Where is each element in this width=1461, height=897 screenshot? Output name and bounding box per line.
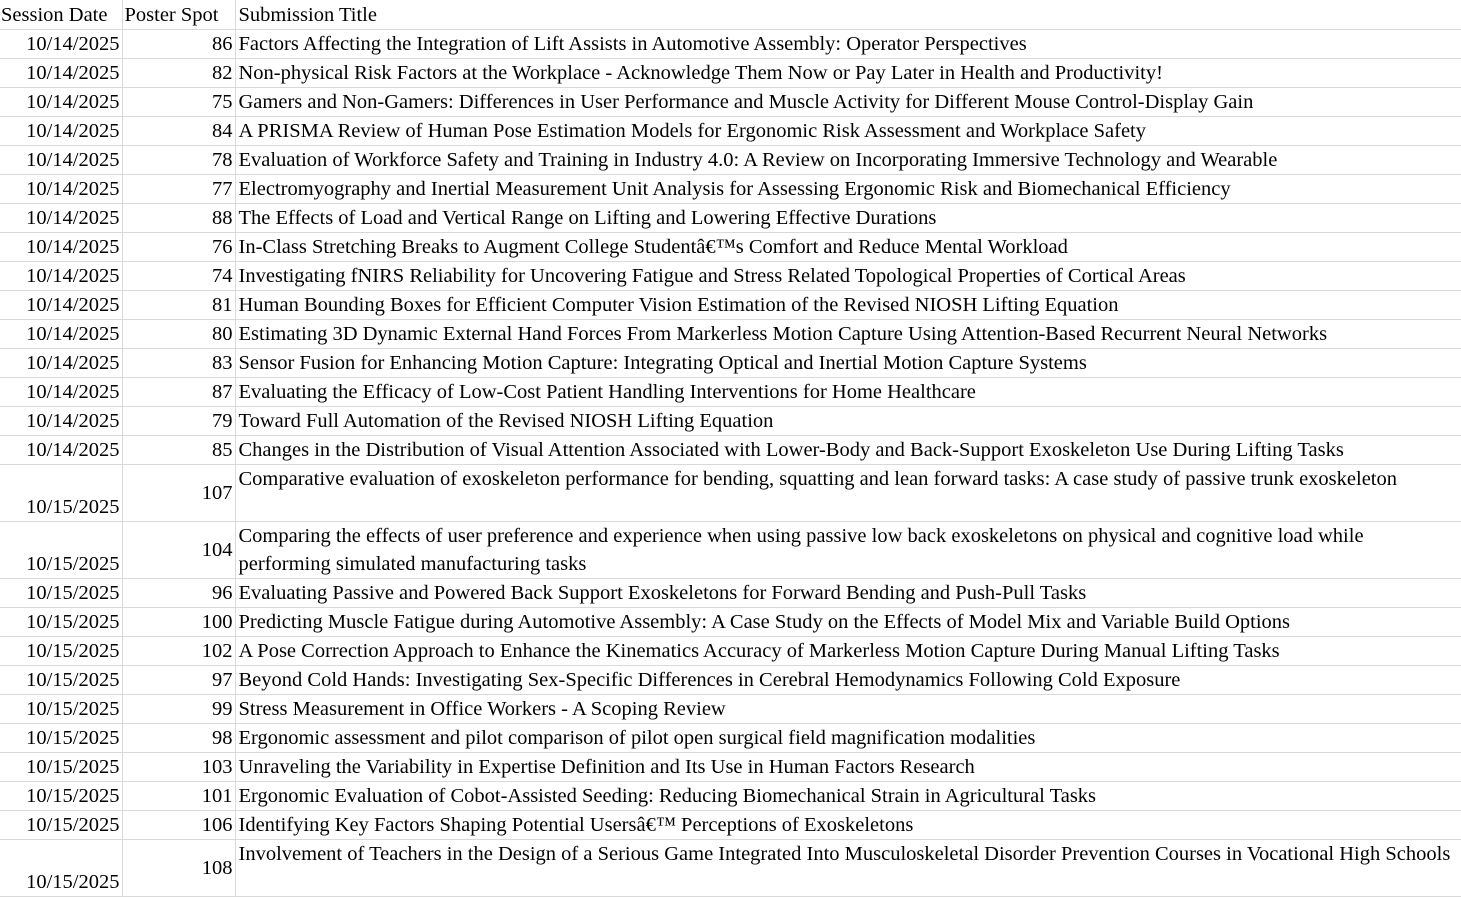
session-date-cell[interactable]: 10/14/2025 [0,406,122,435]
poster-spot-cell[interactable]: 80 [122,319,235,348]
session-date-cell[interactable]: 10/14/2025 [0,377,122,406]
table-row [0,145,1461,174]
table-row [0,839,1461,896]
poster-spot-cell[interactable]: 98 [122,723,235,752]
submission-title-cell[interactable]: Human Bounding Boxes for Efficient Computer Vision Estimation of the Revised NIOSH Lifting Equation [235,290,1461,319]
poster-spot-cell[interactable]: 104 [122,521,235,578]
submission-title-cell[interactable]: Stress Measurement in Office Workers - A Scoping Review [235,694,1461,723]
submission-title-cell[interactable]: Identifying Key Factors Shaping Potential Usersâ€™ Perceptions of Exoskeletons [235,810,1461,839]
submission-title-cell[interactable]: Comparative evaluation of exoskeleton performance for bending, squatting and lean forward tasks: A case study of passive trunk exoskeleton [235,464,1461,521]
session-date-cell[interactable]: 10/15/2025 [0,723,122,752]
poster-spot-cell[interactable]: 87 [122,377,235,406]
table-row [0,232,1461,261]
session-date-cell[interactable]: 10/15/2025 [0,464,122,521]
session-date-cell[interactable]: 10/14/2025 [0,232,122,261]
poster-spot-cell[interactable]: 75 [122,87,235,116]
submission-title-cell[interactable]: Evaluating the Efficacy of Low-Cost Patient Handling Interventions for Home Healthcare [235,377,1461,406]
header-session-date[interactable]: Session Date [0,0,122,29]
poster-spot-cell[interactable]: 96 [122,578,235,607]
session-date-cell[interactable]: 10/15/2025 [0,636,122,665]
poster-spot-cell[interactable]: 82 [122,58,235,87]
poster-spot-cell[interactable]: 79 [122,406,235,435]
submission-title-cell[interactable]: Evaluating Passive and Powered Back Support Exoskeletons for Forward Bending and Push-Pull Tasks [235,578,1461,607]
poster-spot-cell[interactable]: 103 [122,752,235,781]
session-date-cell[interactable]: 10/14/2025 [0,319,122,348]
session-date-cell[interactable]: 10/15/2025 [0,752,122,781]
poster-spot-cell[interactable]: 74 [122,261,235,290]
poster-spot-cell[interactable]: 77 [122,174,235,203]
table-row [0,607,1461,636]
submission-title-cell[interactable]: Comparing the effects of user preference and experience when using passive low back exoskeletons on physical and cognitive load while performing simulated manufacturing tasks [235,521,1461,578]
session-date-cell[interactable]: 10/14/2025 [0,174,122,203]
submission-title-cell[interactable]: A Pose Correction Approach to Enhance the Kinematics Accuracy of Markerless Motion Capture During Manual Lifting Tasks [235,636,1461,665]
session-date-cell[interactable]: 10/14/2025 [0,116,122,145]
submission-title-cell[interactable]: Unraveling the Variability in Expertise Definition and Its Use in Human Factors Research [235,752,1461,781]
submission-title-cell[interactable]: Estimating 3D Dynamic External Hand Forces From Markerless Motion Capture Using Attention-Based Recurrent Neural Networks [235,319,1461,348]
poster-spot-cell[interactable]: 99 [122,694,235,723]
session-date-cell[interactable]: 10/14/2025 [0,203,122,232]
table-row [0,87,1461,116]
poster-spot-cell[interactable]: 85 [122,435,235,464]
poster-spot-cell[interactable]: 76 [122,232,235,261]
submission-title-cell[interactable]: Non-physical Risk Factors at the Workplace - Acknowledge Them Now or Pay Later in Health and Productivity! [235,58,1461,87]
table-row [0,290,1461,319]
session-date-cell[interactable]: 10/15/2025 [0,607,122,636]
table-row [0,203,1461,232]
poster-spot-cell[interactable]: 88 [122,203,235,232]
session-date-cell[interactable]: 10/15/2025 [0,839,122,896]
poster-spot-cell[interactable]: 102 [122,636,235,665]
poster-spot-cell[interactable]: 108 [122,839,235,896]
poster-spot-cell[interactable]: 83 [122,348,235,377]
session-date-cell[interactable]: 10/15/2025 [0,578,122,607]
submission-title-cell[interactable]: Ergonomic assessment and pilot comparison of pilot open surgical field magnification modalities [235,723,1461,752]
table-row [0,319,1461,348]
poster-spot-cell[interactable]: 101 [122,781,235,810]
header-poster-spot[interactable]: Poster Spot [122,0,235,29]
poster-spot-cell[interactable]: 84 [122,116,235,145]
submission-title-cell[interactable]: Beyond Cold Hands: Investigating Sex-Specific Differences in Cerebral Hemodynamics Following Cold Exposure [235,665,1461,694]
table-row [0,435,1461,464]
table-row [0,58,1461,87]
submission-title-cell[interactable]: Evaluation of Workforce Safety and Training in Industry 4.0: A Review on Incorporating Immersive Technology and Wearable [235,145,1461,174]
session-date-cell[interactable]: 10/15/2025 [0,665,122,694]
session-date-cell[interactable]: 10/14/2025 [0,435,122,464]
poster-spot-cell[interactable]: 81 [122,290,235,319]
session-date-cell[interactable]: 10/15/2025 [0,521,122,578]
table-row [0,521,1461,578]
submission-title-cell[interactable]: Sensor Fusion for Enhancing Motion Capture: Integrating Optical and Inertial Motion Capture Systems [235,348,1461,377]
submission-title-cell[interactable]: Gamers and Non-Gamers: Differences in User Performance and Muscle Activity for Different Mouse Control-Display Gain [235,87,1461,116]
session-date-cell[interactable]: 10/14/2025 [0,290,122,319]
table-row [0,723,1461,752]
poster-spot-cell[interactable]: 78 [122,145,235,174]
submission-title-cell[interactable]: The Effects of Load and Vertical Range on Lifting and Lowering Effective Durations [235,203,1461,232]
session-date-cell[interactable]: 10/14/2025 [0,348,122,377]
submission-title-cell[interactable]: Toward Full Automation of the Revised NIOSH Lifting Equation [235,406,1461,435]
table-row [0,406,1461,435]
header-row [0,0,1461,29]
header-submission-title[interactable]: Submission Title [235,0,1461,29]
table-row [0,116,1461,145]
table-row [0,348,1461,377]
table-row [0,636,1461,665]
table-body [0,29,1461,896]
submission-title-cell[interactable]: Factors Affecting the Integration of Lift Assists in Automotive Assembly: Operator Perspectives [235,29,1461,58]
submission-title-cell[interactable]: Predicting Muscle Fatigue during Automotive Assembly: A Case Study on the Effects of Model Mix and Variable Build Options [235,607,1461,636]
session-date-cell[interactable]: 10/15/2025 [0,781,122,810]
session-date-cell[interactable]: 10/14/2025 [0,261,122,290]
session-date-cell[interactable]: 10/14/2025 [0,58,122,87]
submission-title-cell[interactable]: A PRISMA Review of Human Pose Estimation Models for Ergonomic Risk Assessment and Workplace Safety [235,116,1461,145]
submission-title-cell[interactable]: Changes in the Distribution of Visual Attention Associated with Lower-Body and Back-Support Exoskeleton Use During Lifting Tasks [235,435,1461,464]
table-row [0,781,1461,810]
session-date-cell[interactable]: 10/14/2025 [0,29,122,58]
table-row [0,752,1461,781]
session-date-cell[interactable]: 10/14/2025 [0,145,122,174]
table-row [0,694,1461,723]
poster-spot-cell[interactable]: 100 [122,607,235,636]
table-row [0,464,1461,521]
session-date-cell[interactable]: 10/15/2025 [0,810,122,839]
submission-title-cell[interactable]: Investigating fNIRS Reliability for Uncovering Fatigue and Stress Related Topological Properties of Cortical Areas [235,261,1461,290]
submission-title-cell[interactable]: Involvement of Teachers in the Design of a Serious Game Integrated Into Musculoskeletal Disorder Prevention Courses in Vocational High Schools [235,839,1461,896]
submission-title-cell[interactable]: In-Class Stretching Breaks to Augment College Studentâ€™s Comfort and Reduce Mental Workload [235,232,1461,261]
table-row [0,665,1461,694]
session-date-cell[interactable]: 10/15/2025 [0,694,122,723]
poster-spot-cell[interactable]: 107 [122,464,235,521]
submission-title-cell[interactable]: Electromyography and Inertial Measurement Unit Analysis for Assessing Ergonomic Risk and Biomechanical Efficiency [235,174,1461,203]
poster-spot-cell[interactable]: 86 [122,29,235,58]
submission-title-cell[interactable]: Ergonomic Evaluation of Cobot-Assisted Seeding: Reducing Biomechanical Strain in Agricultural Tasks [235,781,1461,810]
table-row [0,578,1461,607]
table-row [0,174,1461,203]
poster-spot-cell[interactable]: 97 [122,665,235,694]
poster-spot-cell[interactable]: 106 [122,810,235,839]
table-row [0,810,1461,839]
table-row [0,377,1461,406]
table-row [0,29,1461,58]
session-date-cell[interactable]: 10/14/2025 [0,87,122,116]
table-row [0,261,1461,290]
